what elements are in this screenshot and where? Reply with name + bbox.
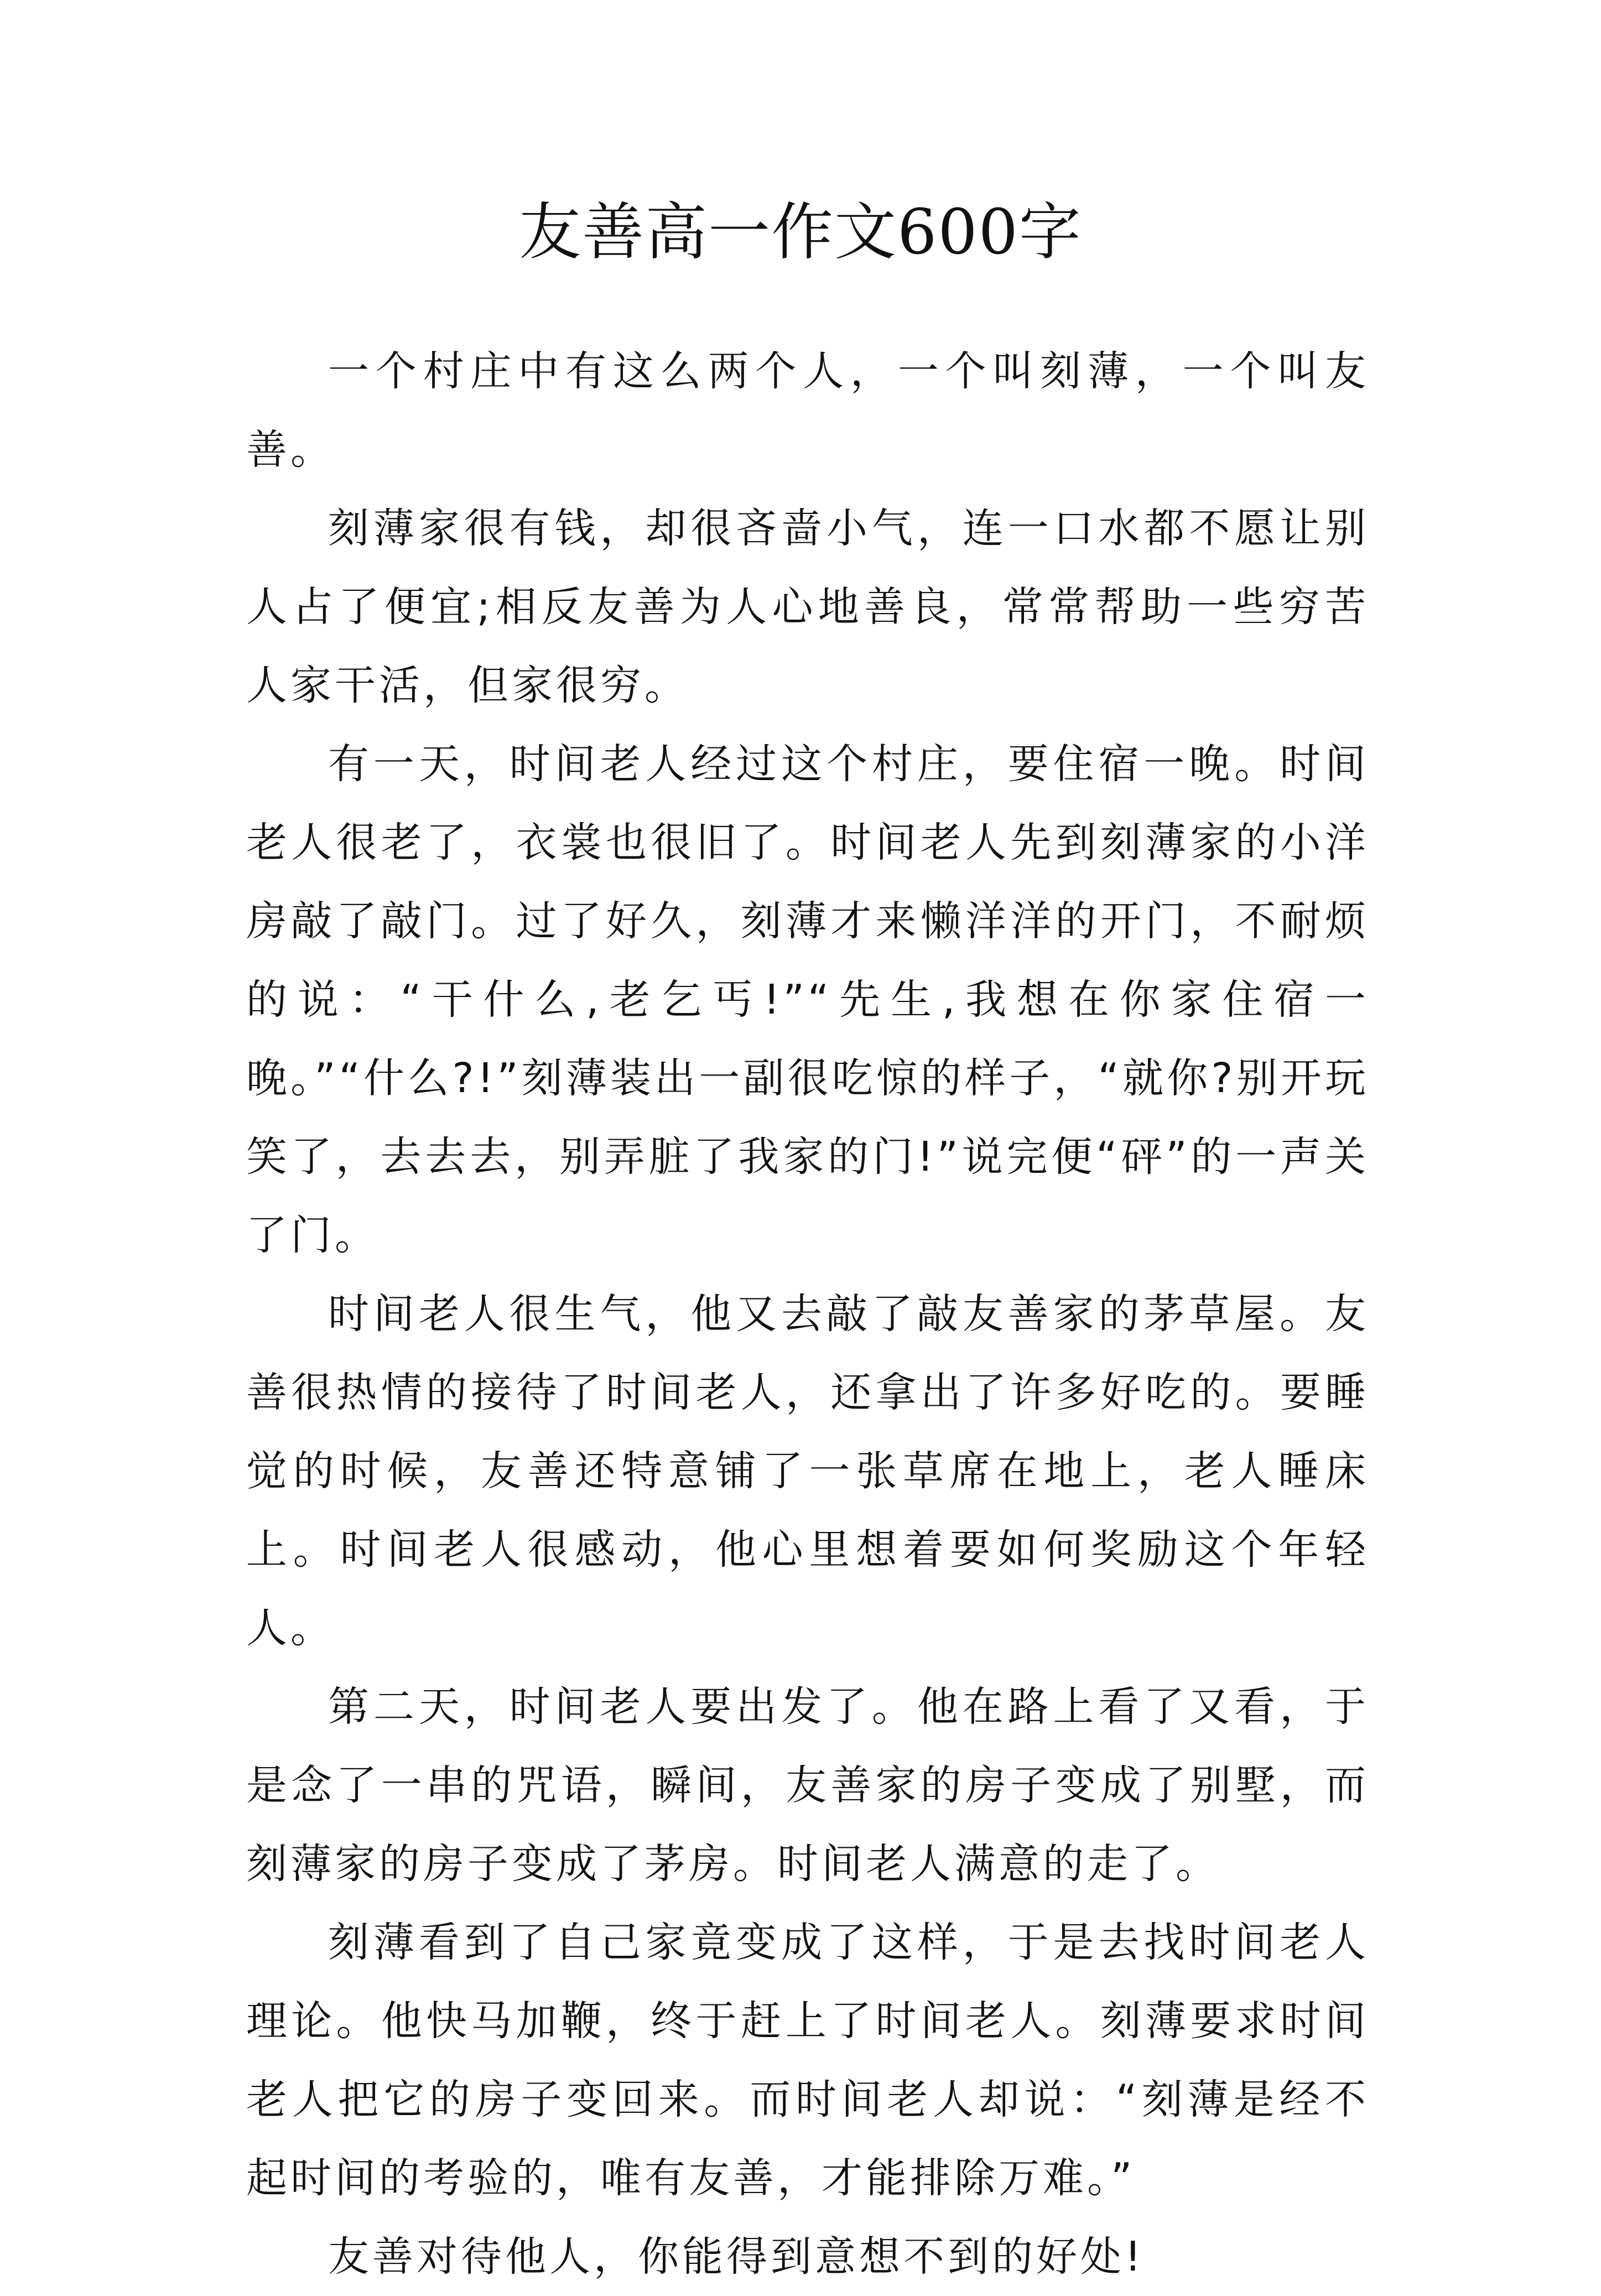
paragraph-2: 刻薄家很有钱，却很吝啬小气，连一口水都不愿让别人占了便宜;相反友善为人心地善良，常常帮助一些穷苦人家干活，但家很穷。 (246, 505, 1369, 709)
essay-title: 友善高一作文600字 (519, 196, 1082, 268)
paragraph-7: 友善对待他人，你能得到意想不到的好处! (328, 2233, 1145, 2281)
essay-body (246, 332, 1369, 2296)
paragraph-6: 刻薄看到了自己家竟变成了这样，于是去找时间老人理论。他快马加鞭，终于赶上了时间老人。刻薄要求时间老人把它的房子变回来。而时间老人却说：“刻薄是经不起时间的考验的，唯有友善，才能排除万难。” (246, 1919, 1369, 2202)
paragraph-5: 第二天，时间老人要出发了。他在路上看了又看，于是念了一串的咒语，瞬间，友善家的房子变成了别墅，而刻薄家的房子变成了茅房。时间老人满意的走了。 (246, 1683, 1369, 1888)
paragraph-3: 有一天，时间老人经过这个村庄，要住宿一晚。时间老人很老了，衣裳也很旧了。时间老人先到刻薄家的小洋房敲了敲门。过了好久，刻薄才来懒洋洋的开门，不耐烦的说：“干什么,老乞丐!”“先生,我想在你家住宿一晚。”“什么?!”刻薄装出一副很吃惊的样子，“就你?别开玩笑了，去去去，别弄脏了我家的门!”说完便“砰”的一声关了门。 (246, 740, 1369, 1259)
paragraph-4: 时间老人很生气，他又去敲了敲友善家的茅草屋。友善很热情的接待了时间老人，还拿出了许多好吃的。要睡觉的时候，友善还特意铺了一张草席在地上，老人睡床上。时间老人很感动，他心里想着要如何奖励这个年轻人。 (246, 1290, 1369, 1652)
paragraph-1: 一个村庄中有这么两个人，一个叫刻薄，一个叫友善。 (246, 347, 1369, 474)
